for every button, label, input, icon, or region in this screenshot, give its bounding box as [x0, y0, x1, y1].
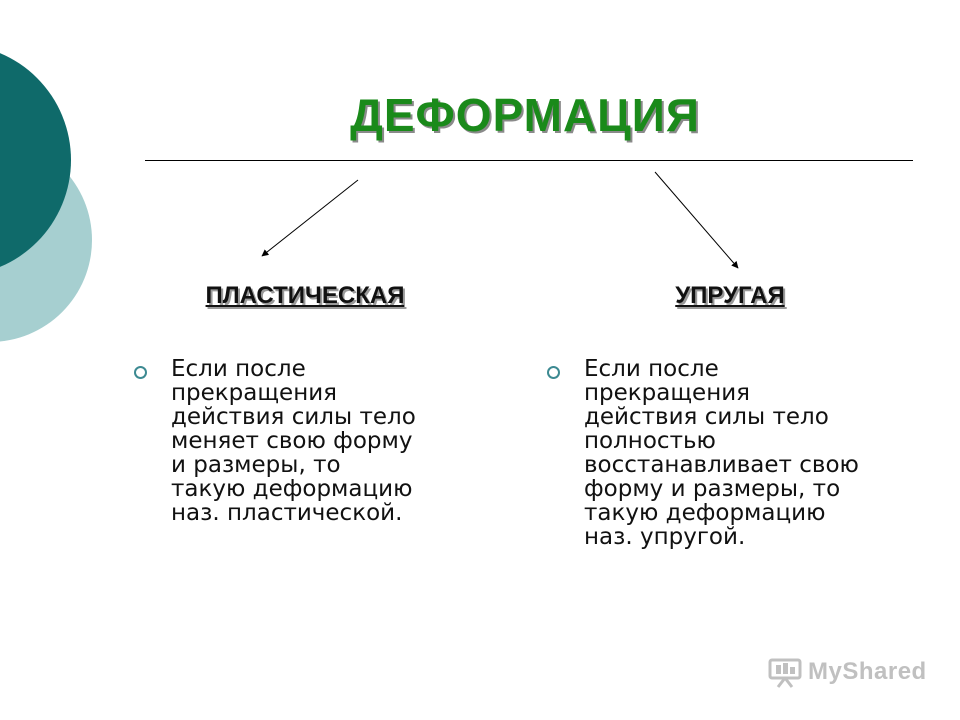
- heading-plastic: ПЛАСТИЧЕСКАЯ: [205, 282, 405, 309]
- arrow-left: [262, 180, 358, 256]
- presentation-board-icon: [768, 656, 802, 688]
- branch-arrows: [0, 0, 960, 300]
- bullet-elastic-definition: [547, 357, 932, 549]
- watermark-logo: [768, 656, 927, 688]
- heading-elastic: УПРУГАЯ: [675, 282, 785, 309]
- slide-title: ДЕФОРМАЦИЯ: [350, 89, 700, 141]
- bullet-plastic-definition: [134, 357, 479, 525]
- plastic-definition-text: Если после прекращения действия силы тело меняет свою форму и размеры, то такую деформацию наз. пластической.: [171, 356, 416, 526]
- watermark-text: MyShared: [808, 658, 927, 685]
- arrow-right: [655, 172, 738, 268]
- elastic-definition-text: Если после прекращения действия силы тело полностью восстанавливает свою форму и размеры, то такую деформацию наз. упругой.: [584, 356, 859, 550]
- ring-bullet-icon: [134, 366, 147, 379]
- ring-bullet-icon: [547, 366, 560, 379]
